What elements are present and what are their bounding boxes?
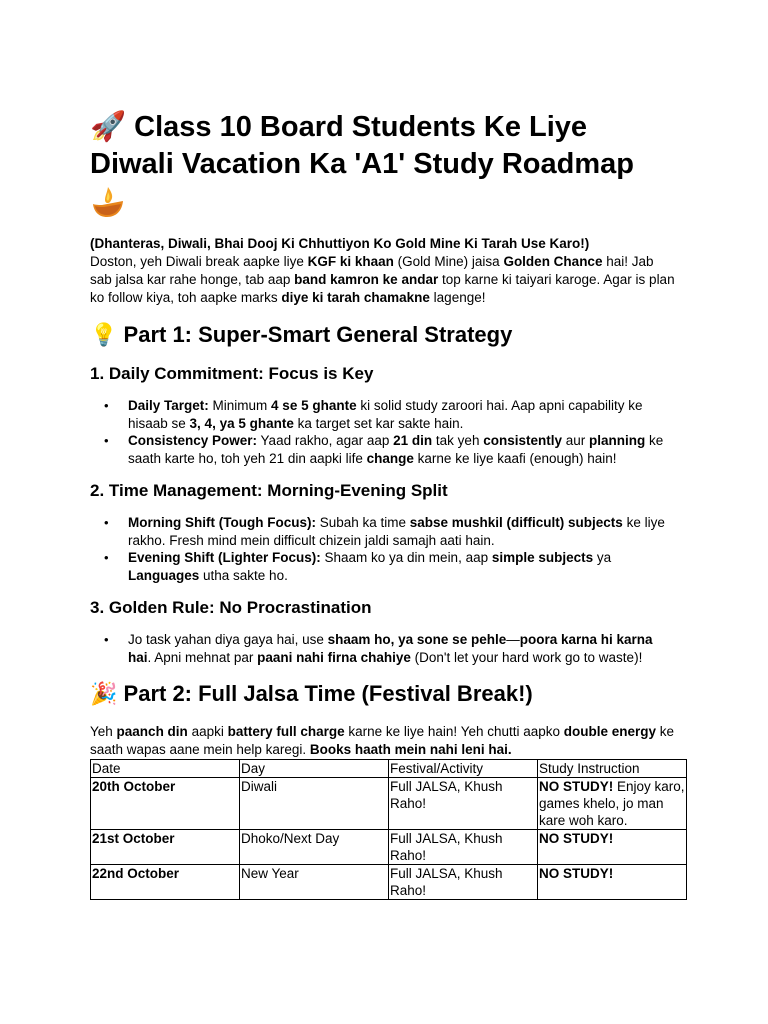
list-item: • Consistency Power: Yaad rakho, agar aap 21 din tak yeh consistently aur planning ke saath karte ho, toh yeh 21 din aapki life change karne ke liye kaafi (enough) hain! — [128, 432, 678, 467]
list-item: • Jo task yahan diya gaya hai, use shaam ho, ya sone se pehle—poora karna hi karna hai. Apni mehnat par paani nahi firna chahiye (Don't let your hard work go to waste)! — [128, 631, 678, 666]
title-line-2: Diwali Vacation Ka 'A1' Study Roadmap — [90, 148, 634, 180]
subtitle: (Dhanteras, Diwali, Bhai Dooj Ki Chhuttiyon Ko Gold Mine Ki Tarah Use Karo!) — [90, 236, 590, 251]
festival-schedule-table — [90, 759, 687, 900]
list-item: • Daily Target: Minimum 4 se 5 ghante ki solid study zaroori hai. Aap apni capability ke hisaab se 3, 4, ya 5 ghante ka target set kar sakte hain. — [128, 397, 678, 432]
header-date: Date — [91, 760, 240, 778]
lightbulb-icon: 💡 — [90, 323, 118, 348]
table-row — [91, 778, 687, 830]
list-item: • Evening Shift (Lighter Focus): Shaam ko ya din mein, aap simple subjects ya Languages utha sakte ho. — [128, 549, 678, 584]
part2-heading: 🎉 Part 2: Full Jalsa Time (Festival Break!) — [90, 681, 533, 707]
cell-date: 21st October — [91, 830, 240, 865]
section-golden-rule: 3. Golden Rule: No Procrastination — [90, 598, 372, 617]
table-row — [91, 830, 687, 865]
cell-day: Diwali — [240, 778, 389, 830]
golden-rule-list — [90, 631, 678, 666]
cell-date: 22nd October — [91, 865, 240, 900]
table-row — [91, 865, 687, 900]
cell-activity: Full JALSA, Khush Raho! — [389, 865, 538, 900]
list-item: • Morning Shift (Tough Focus): Subah ka time sabse mushkil (difficult) subjects ke liye rakho. Fresh mind mein difficult chizein jaldi samajh aati hain. — [128, 514, 678, 549]
table-header-row — [91, 760, 687, 778]
header-instruction: Study Instruction — [538, 760, 687, 778]
header-activity: Festival/Activity — [389, 760, 538, 778]
cell-instruction: NO STUDY! Enjoy karo, games khelo, jo man kare woh karo. — [539, 779, 685, 828]
cell-instruction: NO STUDY! — [538, 865, 687, 900]
diya-lamp-icon — [90, 185, 126, 221]
part1-heading: 💡 Part 1: Super-Smart General Strategy — [90, 322, 513, 348]
header-day: Day — [240, 760, 389, 778]
title-line-1: Class 10 Board Students Ke Liye — [134, 111, 588, 143]
section-daily-commitment: 1. Daily Commitment: Focus is Key — [90, 364, 374, 383]
cell-date: 20th October — [91, 778, 240, 830]
part2-intro: Yeh paanch din aapki battery full charge karne ke liye hain! Yeh chutti aapko double energy ke saath wapas aane mein help karegi. Books haath mein nahi leni hai. — [90, 724, 675, 757]
daily-commitment-list — [90, 397, 678, 467]
section-time-management: 2. Time Management: Morning-Evening Split — [90, 481, 448, 500]
party-popper-icon: 🎉 — [90, 682, 118, 707]
cell-activity: Full JALSA, Khush Raho! — [389, 778, 538, 830]
cell-day: New Year — [240, 865, 389, 900]
cell-day: Dhoko/Next Day — [240, 830, 389, 865]
time-management-list — [90, 514, 678, 584]
rocket-icon: 🚀 — [90, 109, 127, 143]
intro-paragraph: Doston, yeh Diwali break aapke liye KGF ki khaan (Gold Mine) jaisa Golden Chance hai! Jab sab jalsa kar rahe honge, tab aap band kamron ke andar top karne ki taiyari karoge. Agar is plan ko follow kiya, toh aapke marks diye ki tarah chamakne lagenge! — [90, 254, 675, 305]
cell-activity: Full JALSA, Khush Raho! — [389, 830, 538, 865]
page-title — [90, 108, 678, 231]
cell-instruction: NO STUDY! — [538, 830, 687, 865]
